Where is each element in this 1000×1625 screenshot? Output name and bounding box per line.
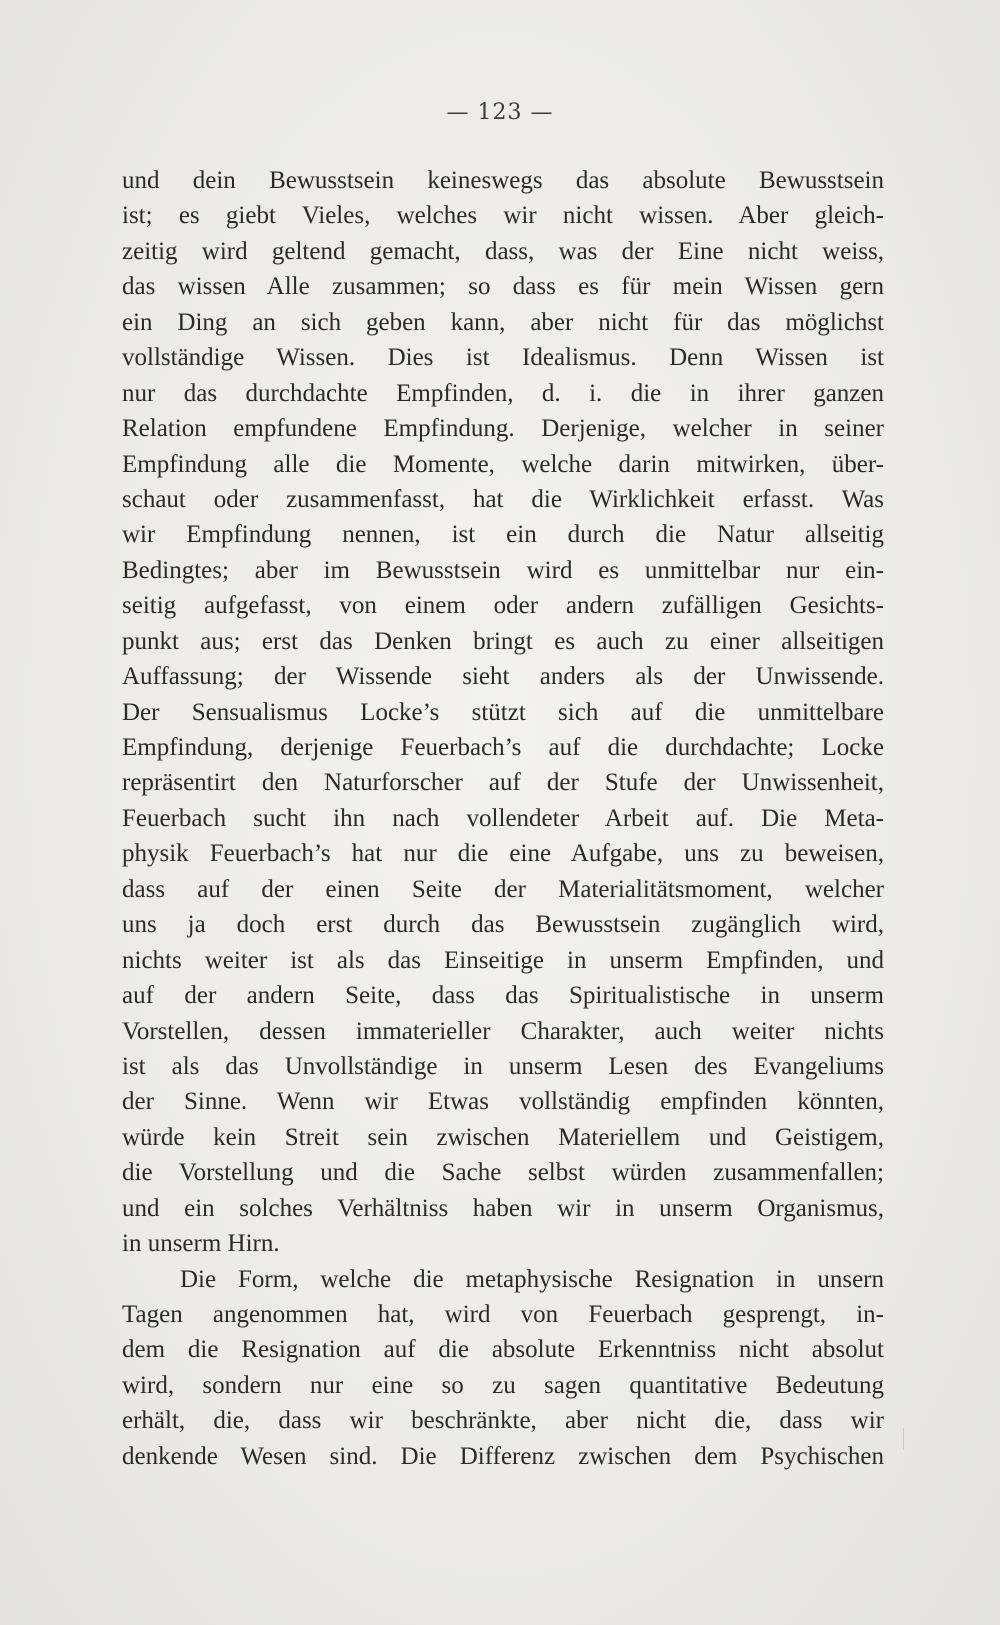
text-line: physik Feuerbach’s hat nur die eine Aufgabe, uns zu beweisen, xyxy=(122,840,884,868)
text-line: wird, sondern nur eine so zu sagen quantitative Bedeutung xyxy=(122,1371,884,1399)
paragraph xyxy=(122,1262,884,1475)
text-line: repräsentirt den Naturforscher auf der Stufe der Unwissenheit, xyxy=(122,769,884,797)
text-line: würde kein Streit sein zwischen Materiellem und Geistigem, xyxy=(122,1123,884,1151)
text-line: Die Form, welche die metaphysische Resignation in unsern xyxy=(180,1265,884,1293)
text-line: das wissen Alle zusammen; so dass es für mein Wissen gern xyxy=(122,273,884,301)
text-line: Der Sensualismus Locke’s stützt sich auf die unmittelbare xyxy=(122,698,884,726)
text-line: zeitig wird geltend gemacht, dass, was der Eine nicht weiss, xyxy=(122,237,884,265)
text-line: nichts weiter ist als das Einseitige in unserm Empfinden, und xyxy=(122,946,884,974)
text-line: Bedingtes; aber im Bewusstsein wird es unmittelbar nur ein- xyxy=(122,556,884,584)
text-line: Feuerbach sucht ihn nach vollendeter Arbeit auf. Die Meta- xyxy=(122,804,884,832)
text-line: ein Ding an sich geben kann, aber nicht für das möglichst xyxy=(122,308,884,336)
text-line: erhält, die, dass wir beschränkte, aber nicht die, dass wir xyxy=(122,1407,884,1435)
text-line: uns ja doch erst durch das Bewusstsein zugänglich wird, xyxy=(122,911,884,939)
text-line: punkt aus; erst das Denken bringt es auch zu einer allseitigen xyxy=(122,627,884,655)
text-line: vollständige Wissen. Dies ist Idealismus. Denn Wissen ist xyxy=(122,344,884,372)
text-line: seitig aufgefasst, von einem oder andern zufälligen Gesichts- xyxy=(122,592,884,620)
body-text xyxy=(122,163,884,1474)
text-line: Auffassung; der Wissende sieht anders als der Unwissende. xyxy=(122,663,884,691)
text-line: dass auf der einen Seite der Materialitätsmoment, welcher xyxy=(122,875,884,903)
text-line: in unserm Hirn. xyxy=(122,1230,280,1258)
text-line: ist als das Unvollständige in unserm Lesen des Evangeliums xyxy=(122,1052,884,1080)
text-line: Relation empfundene Empfindung. Derjenige, welcher in seiner xyxy=(122,415,884,443)
text-line: nur das durchdachte Empfinden, d. i. die in ihrer ganzen xyxy=(122,379,884,407)
text-line: denkende Wesen sind. Die Differenz zwischen dem Psychischen xyxy=(122,1442,884,1470)
text-line: die Vorstellung und die Sache selbst würden zusammenfallen; xyxy=(122,1159,884,1187)
text-line: wir Empfindung nennen, ist ein durch die Natur allseitig xyxy=(122,521,884,549)
text-line: Empfindung alle die Momente, welche darin mitwirken, über- xyxy=(122,450,884,478)
text-line: schaut oder zusammenfasst, hat die Wirklichkeit erfasst. Was xyxy=(122,485,884,513)
text-line: und ein solches Verhältniss haben wir in unserm Organismus, xyxy=(122,1194,884,1222)
text-line: und dein Bewusstsein keineswegs das absolute Bewusstsein xyxy=(122,167,884,194)
paragraph xyxy=(122,163,884,1262)
page-number: — 123 — xyxy=(446,100,554,125)
margin-mark xyxy=(903,1428,904,1450)
text-line: auf der andern Seite, dass das Spiritualistische in unserm xyxy=(122,982,884,1010)
text-line: Vorstellen, dessen immaterieller Charakter, auch weiter nichts xyxy=(122,1017,884,1045)
text-line: Empfindung, derjenige Feuerbach’s auf die durchdachte; Locke xyxy=(122,734,884,761)
text-line: Tagen angenommen hat, wird von Feuerbach gesprengt, in- xyxy=(122,1301,884,1328)
text-line: der Sinne. Wenn wir Etwas vollständig empfinden könnten, xyxy=(122,1088,884,1116)
text-line: dem die Resignation auf die absolute Erkenntniss nicht absolut xyxy=(122,1336,884,1364)
text-line: ist; es giebt Vieles, welches wir nicht wissen. Aber gleich- xyxy=(122,202,884,230)
